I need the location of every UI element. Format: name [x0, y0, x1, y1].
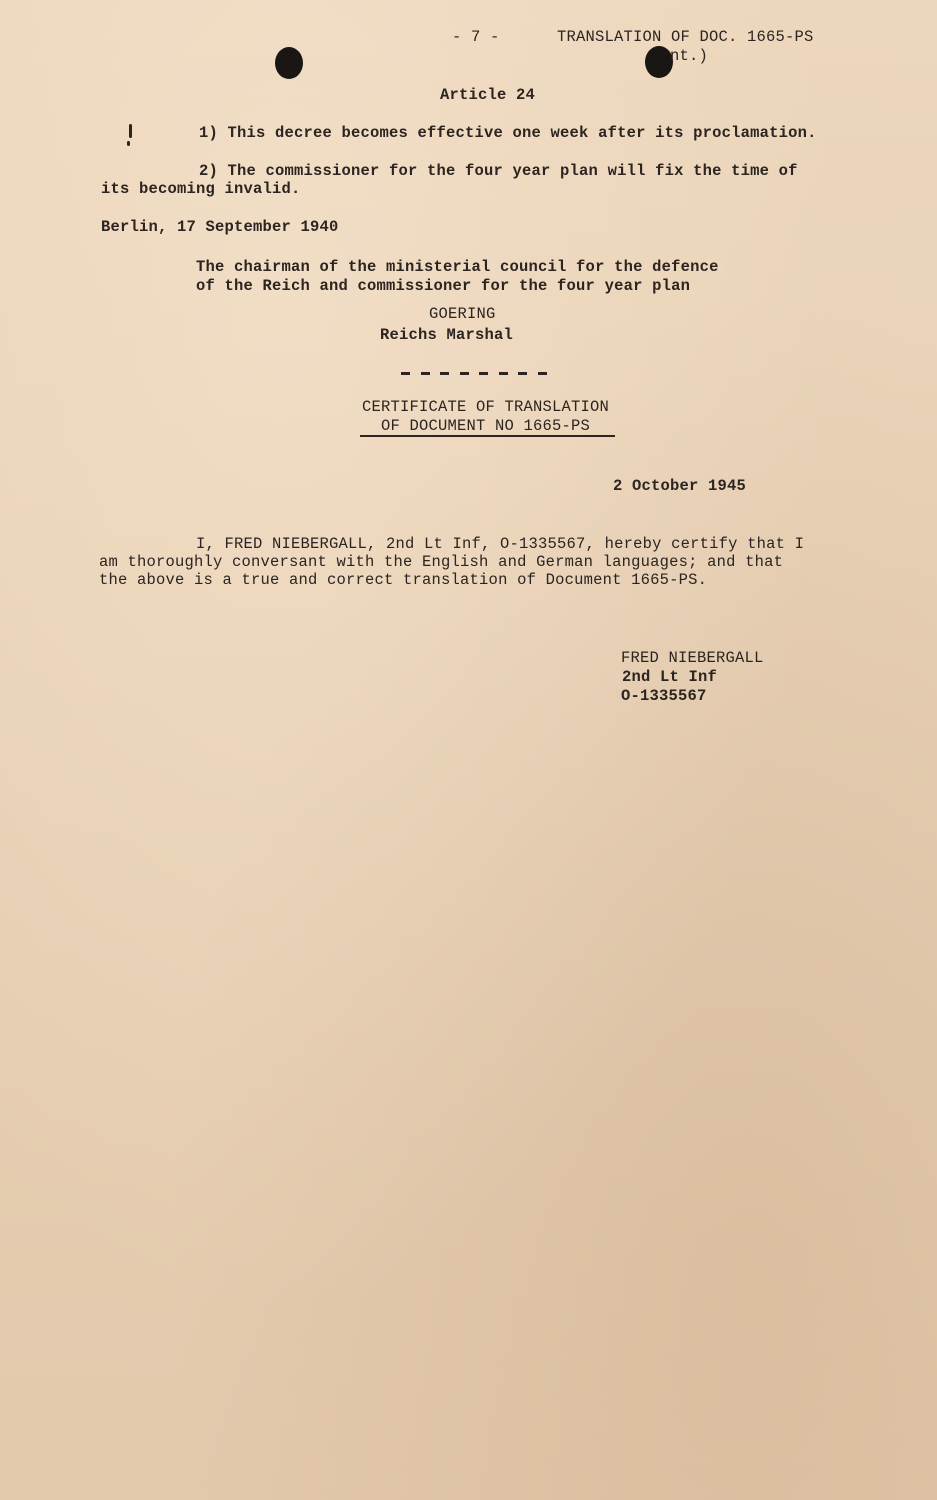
article-paragraph-2-line-1: 2) The commissioner for the four year plan will fix the time of [199, 162, 798, 180]
article-heading: Article 24 [440, 86, 536, 104]
signer-name: FRED NIEBERGALL [621, 649, 764, 667]
signer-rank: 2nd Lt Inf [622, 668, 718, 686]
signatory-name: GOERING [429, 305, 496, 323]
article-paragraph-1: 1) This decree becomes effective one week after its proclamation. [199, 124, 817, 142]
signatory-rank: Reichs Marshal [380, 326, 514, 344]
certificate-body-line-2: am thoroughly conversant with the English and German languages; and that [99, 553, 784, 571]
certificate-heading-line-1: CERTIFICATE OF TRANSLATION [362, 398, 610, 416]
signature-title-line-1: The chairman of the ministerial council for the defence [196, 258, 719, 276]
certificate-heading-underline [360, 435, 615, 437]
punch-hole-right [645, 46, 673, 78]
margin-mark [129, 124, 132, 138]
signer-serial: O-1335567 [621, 687, 707, 705]
certificate-body-line-1: I, FRED NIEBERGALL, 2nd Lt Inf, O-1335567, hereby certify that I [196, 535, 805, 553]
certificate-date: 2 October 1945 [613, 477, 747, 495]
article-paragraph-2-line-2: its becoming invalid. [101, 180, 301, 198]
document-title-continued: nt.) [670, 47, 709, 65]
certificate-body-line-3: the above is a true and correct translation of Document 1665-PS. [99, 571, 708, 589]
margin-mark [127, 141, 130, 146]
section-divider [401, 368, 547, 378]
signature-title-line-2: of the Reich and commissioner for the four year plan [196, 277, 691, 295]
punch-hole-left [275, 47, 303, 79]
page-number: - 7 - [452, 28, 500, 46]
certificate-heading-line-2: OF DOCUMENT NO 1665-PS [381, 417, 591, 435]
document-title: TRANSLATION OF DOC. 1665-PS [557, 28, 814, 46]
dateline: Berlin, 17 September 1940 [101, 218, 339, 236]
